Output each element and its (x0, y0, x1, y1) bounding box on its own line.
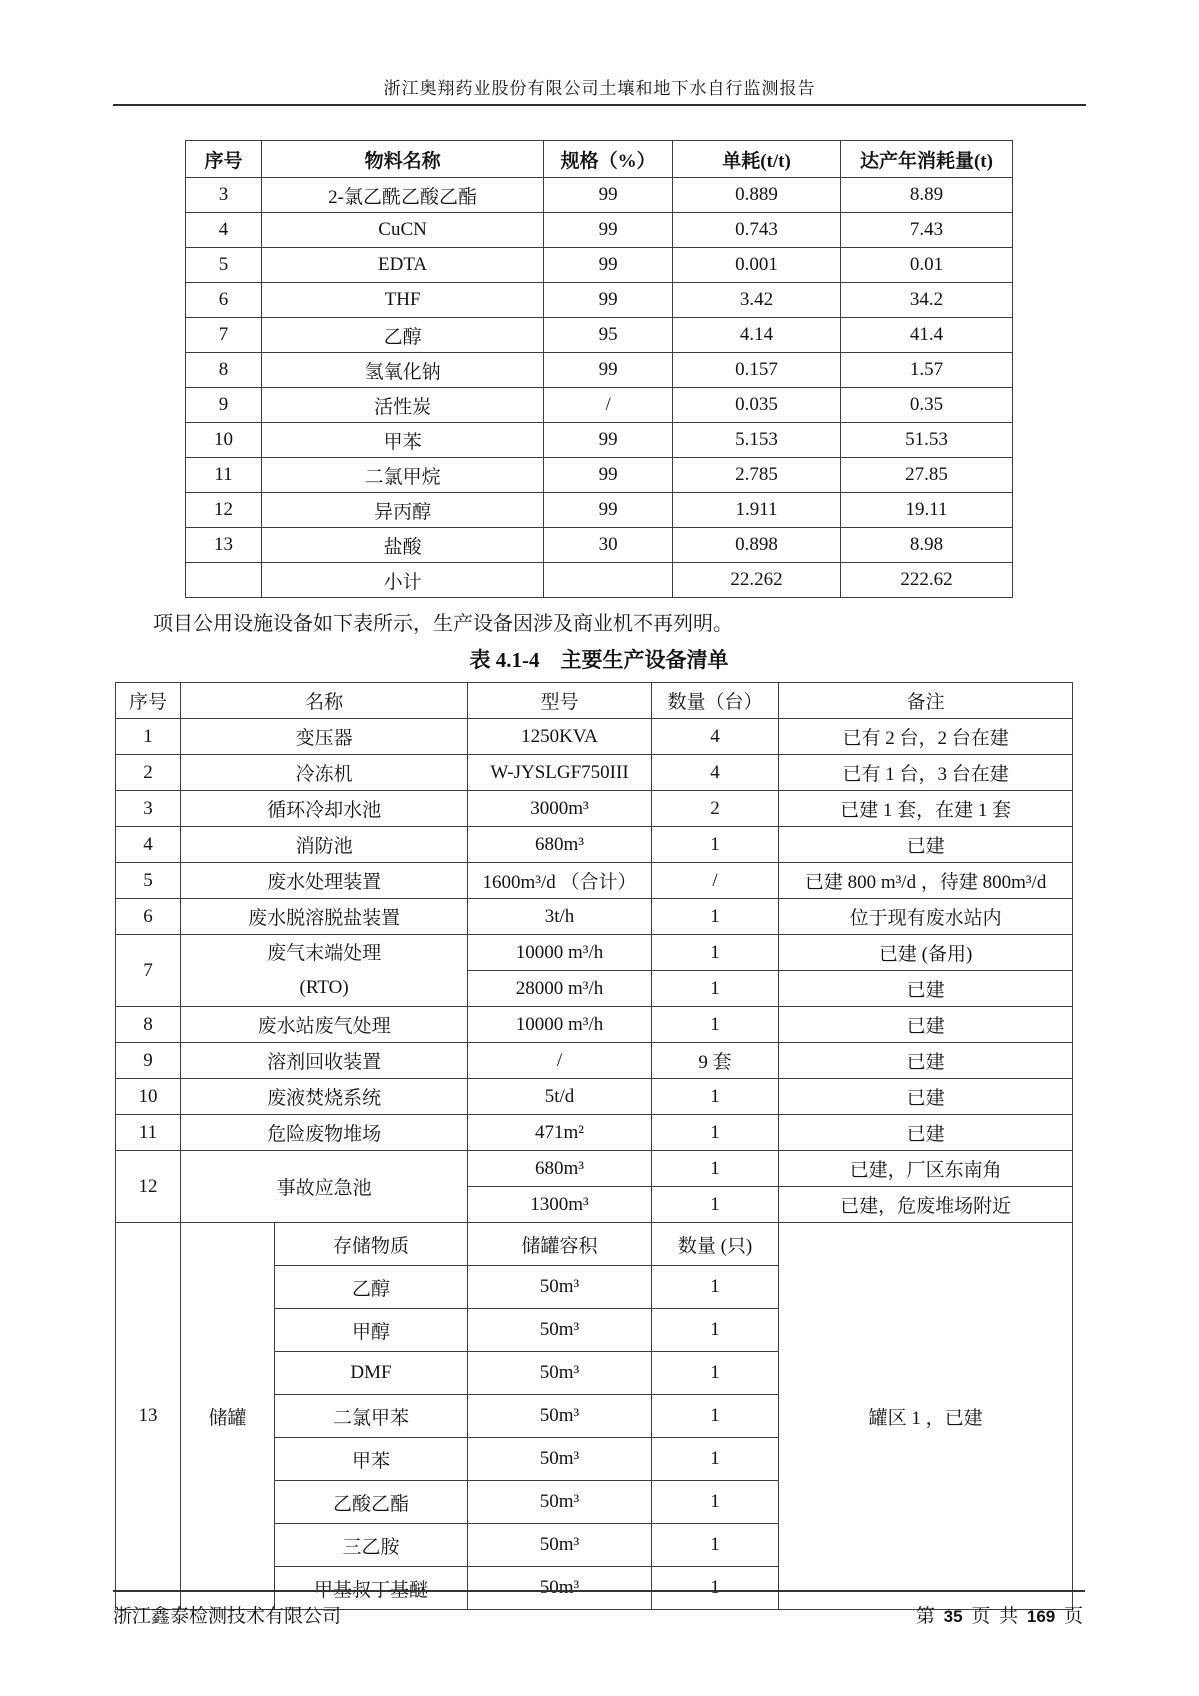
materials-table-row (186, 248, 1013, 283)
tank-subtable-header-row (116, 1223, 1073, 1266)
cell-remark: 位于现有废水站内 (779, 899, 1073, 935)
cell-quantity: 1 (651, 935, 778, 971)
equipment-table-row (116, 827, 1073, 863)
cell-annual-consumption: 27.85 (840, 458, 1012, 493)
cell-quantity: 1 (651, 827, 778, 863)
cell-serial: 5 (116, 863, 181, 899)
equipment-table-row (116, 1043, 1073, 1079)
cell-serial: 9 (186, 388, 262, 423)
cell-quantity: 1 (651, 1352, 778, 1395)
page-footer (113, 1590, 1085, 1628)
col-header-spec: 规格（%） (544, 141, 673, 178)
materials-table-row (186, 213, 1013, 248)
cell-material-name: 氢氧化钠 (262, 353, 544, 388)
cell-material-name: 乙醇 (262, 318, 544, 353)
cell-substance: 乙醇 (274, 1266, 467, 1309)
cell-serial: 3 (116, 791, 181, 827)
page-label-prefix: 第 (915, 1606, 935, 1627)
cell-serial: 7 (186, 318, 262, 353)
tank-col-header-volume: 储罐容积 (468, 1223, 652, 1266)
cell-unit-consumption: 0.157 (673, 353, 841, 388)
cell-model: 471m² (468, 1115, 652, 1151)
equipment-header-row (116, 683, 1073, 719)
materials-table-row (186, 423, 1013, 458)
cell-serial: 10 (116, 1079, 181, 1115)
cell-spec (544, 563, 673, 598)
cell-volume: 50m³ (468, 1567, 652, 1610)
page-current-number: 35 (943, 1607, 963, 1626)
cell-quantity: 1 (651, 1567, 778, 1610)
equipment-table-row (116, 1115, 1073, 1151)
cell-serial: 11 (116, 1115, 181, 1151)
materials-table-row (186, 388, 1013, 423)
cell-serial: 3 (186, 178, 262, 213)
cell-remark: 已建 (779, 1043, 1073, 1079)
cell-spec: 99 (544, 423, 673, 458)
cell-remark: 已建 1 套，在建 1 套 (779, 791, 1073, 827)
materials-table-row (186, 178, 1013, 213)
cell-unit-consumption: 0.035 (673, 388, 841, 423)
tank-col-header-quantity: 数量 (只) (651, 1223, 778, 1266)
cell-serial: 5 (186, 248, 262, 283)
cell-serial: 11 (186, 458, 262, 493)
col-header-remark: 备注 (779, 683, 1073, 719)
equipment-table-row (116, 791, 1073, 827)
cell-quantity: 1 (651, 1115, 778, 1151)
cell-name: 变压器 (181, 719, 468, 755)
cell-volume: 50m³ (468, 1266, 652, 1309)
cell-quantity: 1 (651, 1395, 778, 1438)
cell-remark: 已有 1 台，3 台在建 (779, 755, 1073, 791)
intro-paragraph: 项目公用设施设备如下表所示，生产设备因涉及商业机不再列明。 (153, 613, 733, 635)
cell-model: 10000 m³/h (468, 935, 652, 971)
page-label-middle2: 共 (999, 1606, 1019, 1627)
materials-header-row (186, 141, 1013, 178)
cell-serial: 9 (116, 1043, 181, 1079)
cell-quantity: 1 (651, 899, 778, 935)
cell-name: 储罐 (181, 1223, 275, 1610)
cell-model: 3t/h (468, 899, 652, 935)
materials-table-row (186, 493, 1013, 528)
cell-serial: 8 (116, 1007, 181, 1043)
cell-substance: 甲苯 (274, 1438, 467, 1481)
cell-annual-consumption: 0.35 (840, 388, 1012, 423)
page-label-suffix: 页 (1063, 1606, 1083, 1627)
report-header-title: 浙江奥翔药业股份有限公司土壤和地下水自行监测报告 (383, 79, 816, 98)
equipment-table-row-7a (116, 935, 1073, 971)
cell-remark: 已建 (779, 971, 1073, 1007)
cell-quantity: 2 (651, 791, 778, 827)
cell-spec: 99 (544, 458, 673, 493)
cell-name-line1: 废气末端处理 (267, 942, 382, 964)
cell-quantity: 1 (651, 1187, 778, 1223)
cell-name: 废水站废气处理 (181, 1007, 468, 1043)
cell-serial: 7 (116, 935, 181, 1007)
cell-model: 1250KVA (468, 719, 652, 755)
materials-table-row (186, 563, 1013, 598)
cell-remark: 罐区 1 ，已建 (779, 1223, 1073, 1610)
cell-unit-consumption: 5.153 (673, 423, 841, 458)
cell-serial: 1 (116, 719, 181, 755)
cell-remark: 已建，厂区东南角 (779, 1151, 1073, 1187)
cell-name: 循环冷却水池 (181, 791, 468, 827)
cell-spec: 99 (544, 213, 673, 248)
cell-name: 溶剂回收装置 (181, 1043, 468, 1079)
footer-page-info (914, 1601, 1085, 1628)
cell-quantity: 1 (651, 971, 778, 1007)
cell-quantity: 4 (651, 755, 778, 791)
cell-annual-consumption: 51.53 (840, 423, 1012, 458)
cell-quantity: / (651, 863, 778, 899)
cell-volume: 50m³ (468, 1481, 652, 1524)
cell-spec: 99 (544, 248, 673, 283)
cell-spec: 99 (544, 283, 673, 318)
cell-substance: 乙酸乙酯 (274, 1481, 467, 1524)
cell-material-name: THF (262, 283, 544, 318)
cell-material-name: 盐酸 (262, 528, 544, 563)
equipment-table-row (116, 719, 1073, 755)
cell-spec: 95 (544, 318, 673, 353)
cell-name-line2: (RTO) (299, 976, 349, 998)
tank-col-header-substance: 存储物质 (274, 1223, 467, 1266)
cell-unit-consumption: 0.898 (673, 528, 841, 563)
cell-substance: DMF (274, 1352, 467, 1395)
cell-annual-consumption: 222.62 (840, 563, 1012, 598)
cell-serial: 10 (186, 423, 262, 458)
cell-material-name: 异丙醇 (262, 493, 544, 528)
equipment-table-title: 表 4.1-4 主要生产设备清单 (469, 648, 729, 672)
cell-remark: 已建 (779, 1115, 1073, 1151)
cell-quantity: 4 (651, 719, 778, 755)
cell-material-name: 活性炭 (262, 388, 544, 423)
materials-table-row (186, 283, 1013, 318)
cell-model: W-JYSLGF750III (468, 755, 652, 791)
cell-model: 3000m³ (468, 791, 652, 827)
cell-model: 5t/d (468, 1079, 652, 1115)
cell-model: 28000 m³/h (468, 971, 652, 1007)
cell-substance: 甲醇 (274, 1309, 467, 1352)
cell-material-name: CuCN (262, 213, 544, 248)
materials-table-row (186, 458, 1013, 493)
cell-model: 10000 m³/h (468, 1007, 652, 1043)
cell-annual-consumption: 7.43 (840, 213, 1012, 248)
cell-volume: 50m³ (468, 1309, 652, 1352)
cell-spec: 99 (544, 178, 673, 213)
page-content (113, 140, 1085, 1610)
cell-name: 废水脱溶脱盐装置 (181, 899, 468, 935)
cell-serial: 12 (186, 493, 262, 528)
cell-remark: 已有 2 台，2 台在建 (779, 719, 1073, 755)
cell-spec: 30 (544, 528, 673, 563)
cell-remark: 已建，危废堆场附近 (779, 1187, 1073, 1223)
cell-remark: 已建 800 m³/d ，待建 800m³/d (779, 863, 1073, 899)
header-rule (113, 104, 1086, 106)
cell-quantity: 1 (651, 1438, 778, 1481)
cell-volume: 50m³ (468, 1524, 652, 1567)
col-header-model: 型号 (468, 683, 652, 719)
cell-unit-consumption: 0.743 (673, 213, 841, 248)
equipment-table-row (116, 755, 1073, 791)
cell-serial: 4 (186, 213, 262, 248)
cell-annual-consumption: 34.2 (840, 283, 1012, 318)
col-header-quantity: 数量（台） (651, 683, 778, 719)
cell-quantity: 9 套 (651, 1043, 778, 1079)
cell-quantity: 1 (651, 1151, 778, 1187)
cell-unit-consumption: 0.889 (673, 178, 841, 213)
cell-serial: 6 (186, 283, 262, 318)
cell-quantity: 1 (651, 1309, 778, 1352)
col-header-annual-consumption: 达产年消耗量(t) (840, 141, 1012, 178)
col-header-serial: 序号 (186, 141, 262, 178)
cell-annual-consumption: 8.98 (840, 528, 1012, 563)
equipment-table-row-12a (116, 1151, 1073, 1187)
col-header-name: 名称 (181, 683, 468, 719)
cell-unit-consumption: 2.785 (673, 458, 841, 493)
cell-name: 事故应急池 (181, 1151, 468, 1223)
cell-annual-consumption: 19.11 (840, 493, 1012, 528)
cell-remark: 已建 (779, 1079, 1073, 1115)
cell-serial (186, 563, 262, 598)
cell-unit-consumption: 22.262 (673, 563, 841, 598)
cell-substance: 甲基叔丁基醚 (274, 1567, 467, 1610)
equipment-table (115, 682, 1073, 1610)
page-label-middle1: 页 (971, 1606, 991, 1627)
cell-name: 冷冻机 (181, 755, 468, 791)
cell-unit-consumption: 4.14 (673, 318, 841, 353)
materials-table-row (186, 318, 1013, 353)
cell-quantity: 1 (651, 1007, 778, 1043)
cell-serial: 6 (116, 899, 181, 935)
cell-quantity: 1 (651, 1266, 778, 1309)
cell-unit-consumption: 1.911 (673, 493, 841, 528)
cell-model: 1300m³ (468, 1187, 652, 1223)
cell-annual-consumption: 8.89 (840, 178, 1012, 213)
cell-model: / (468, 1043, 652, 1079)
cell-serial: 2 (116, 755, 181, 791)
cell-name (181, 935, 468, 1007)
cell-material-name: 二氯甲烷 (262, 458, 544, 493)
cell-remark: 已建 (779, 1007, 1073, 1043)
cell-quantity: 1 (651, 1079, 778, 1115)
cell-unit-consumption: 0.001 (673, 248, 841, 283)
cell-serial: 4 (116, 827, 181, 863)
cell-name: 废液焚烧系统 (181, 1079, 468, 1115)
cell-model: 680m³ (468, 1151, 652, 1187)
equipment-table-row (116, 899, 1073, 935)
cell-substance: 二氯甲苯 (274, 1395, 467, 1438)
equipment-table-row (116, 1079, 1073, 1115)
cell-model: 680m³ (468, 827, 652, 863)
col-header-material-name: 物料名称 (262, 141, 544, 178)
cell-remark: 已建 (779, 827, 1073, 863)
cell-substance: 三乙胺 (274, 1524, 467, 1567)
cell-name: 废水处理装置 (181, 863, 468, 899)
cell-material-name: EDTA (262, 248, 544, 283)
cell-volume: 50m³ (468, 1352, 652, 1395)
materials-table (185, 140, 1013, 598)
col-header-serial: 序号 (116, 683, 181, 719)
cell-annual-consumption: 0.01 (840, 248, 1012, 283)
page-total-number: 169 (1026, 1607, 1056, 1626)
equipment-table-row (116, 863, 1073, 899)
cell-serial: 13 (116, 1223, 181, 1610)
cell-name: 危险废物堆场 (181, 1115, 468, 1151)
cell-serial: 13 (186, 528, 262, 563)
cell-serial: 12 (116, 1151, 181, 1223)
cell-name: 消防池 (181, 827, 468, 863)
cell-spec: 99 (544, 353, 673, 388)
cell-volume: 50m³ (468, 1395, 652, 1438)
cell-quantity: 1 (651, 1524, 778, 1567)
cell-annual-consumption: 41.4 (840, 318, 1012, 353)
cell-spec: 99 (544, 493, 673, 528)
materials-table-row (186, 528, 1013, 563)
col-header-unit-consumption: 单耗(t/t) (673, 141, 841, 178)
cell-material-name: 甲苯 (262, 423, 544, 458)
footer-company: 浙江鑫泰检测技术有限公司 (113, 1606, 342, 1627)
cell-remark: 已建 (备用) (779, 935, 1073, 971)
cell-serial: 8 (186, 353, 262, 388)
cell-quantity: 1 (651, 1481, 778, 1524)
cell-material-name: 小计 (262, 563, 544, 598)
cell-spec: / (544, 388, 673, 423)
cell-model: 1600m³/d （合计） (468, 863, 652, 899)
cell-annual-consumption: 1.57 (840, 353, 1012, 388)
materials-table-row (186, 353, 1013, 388)
cell-material-name: 2-氯乙酰乙酸乙酯 (262, 178, 544, 213)
cell-unit-consumption: 3.42 (673, 283, 841, 318)
cell-volume: 50m³ (468, 1438, 652, 1481)
equipment-table-row (116, 1007, 1073, 1043)
